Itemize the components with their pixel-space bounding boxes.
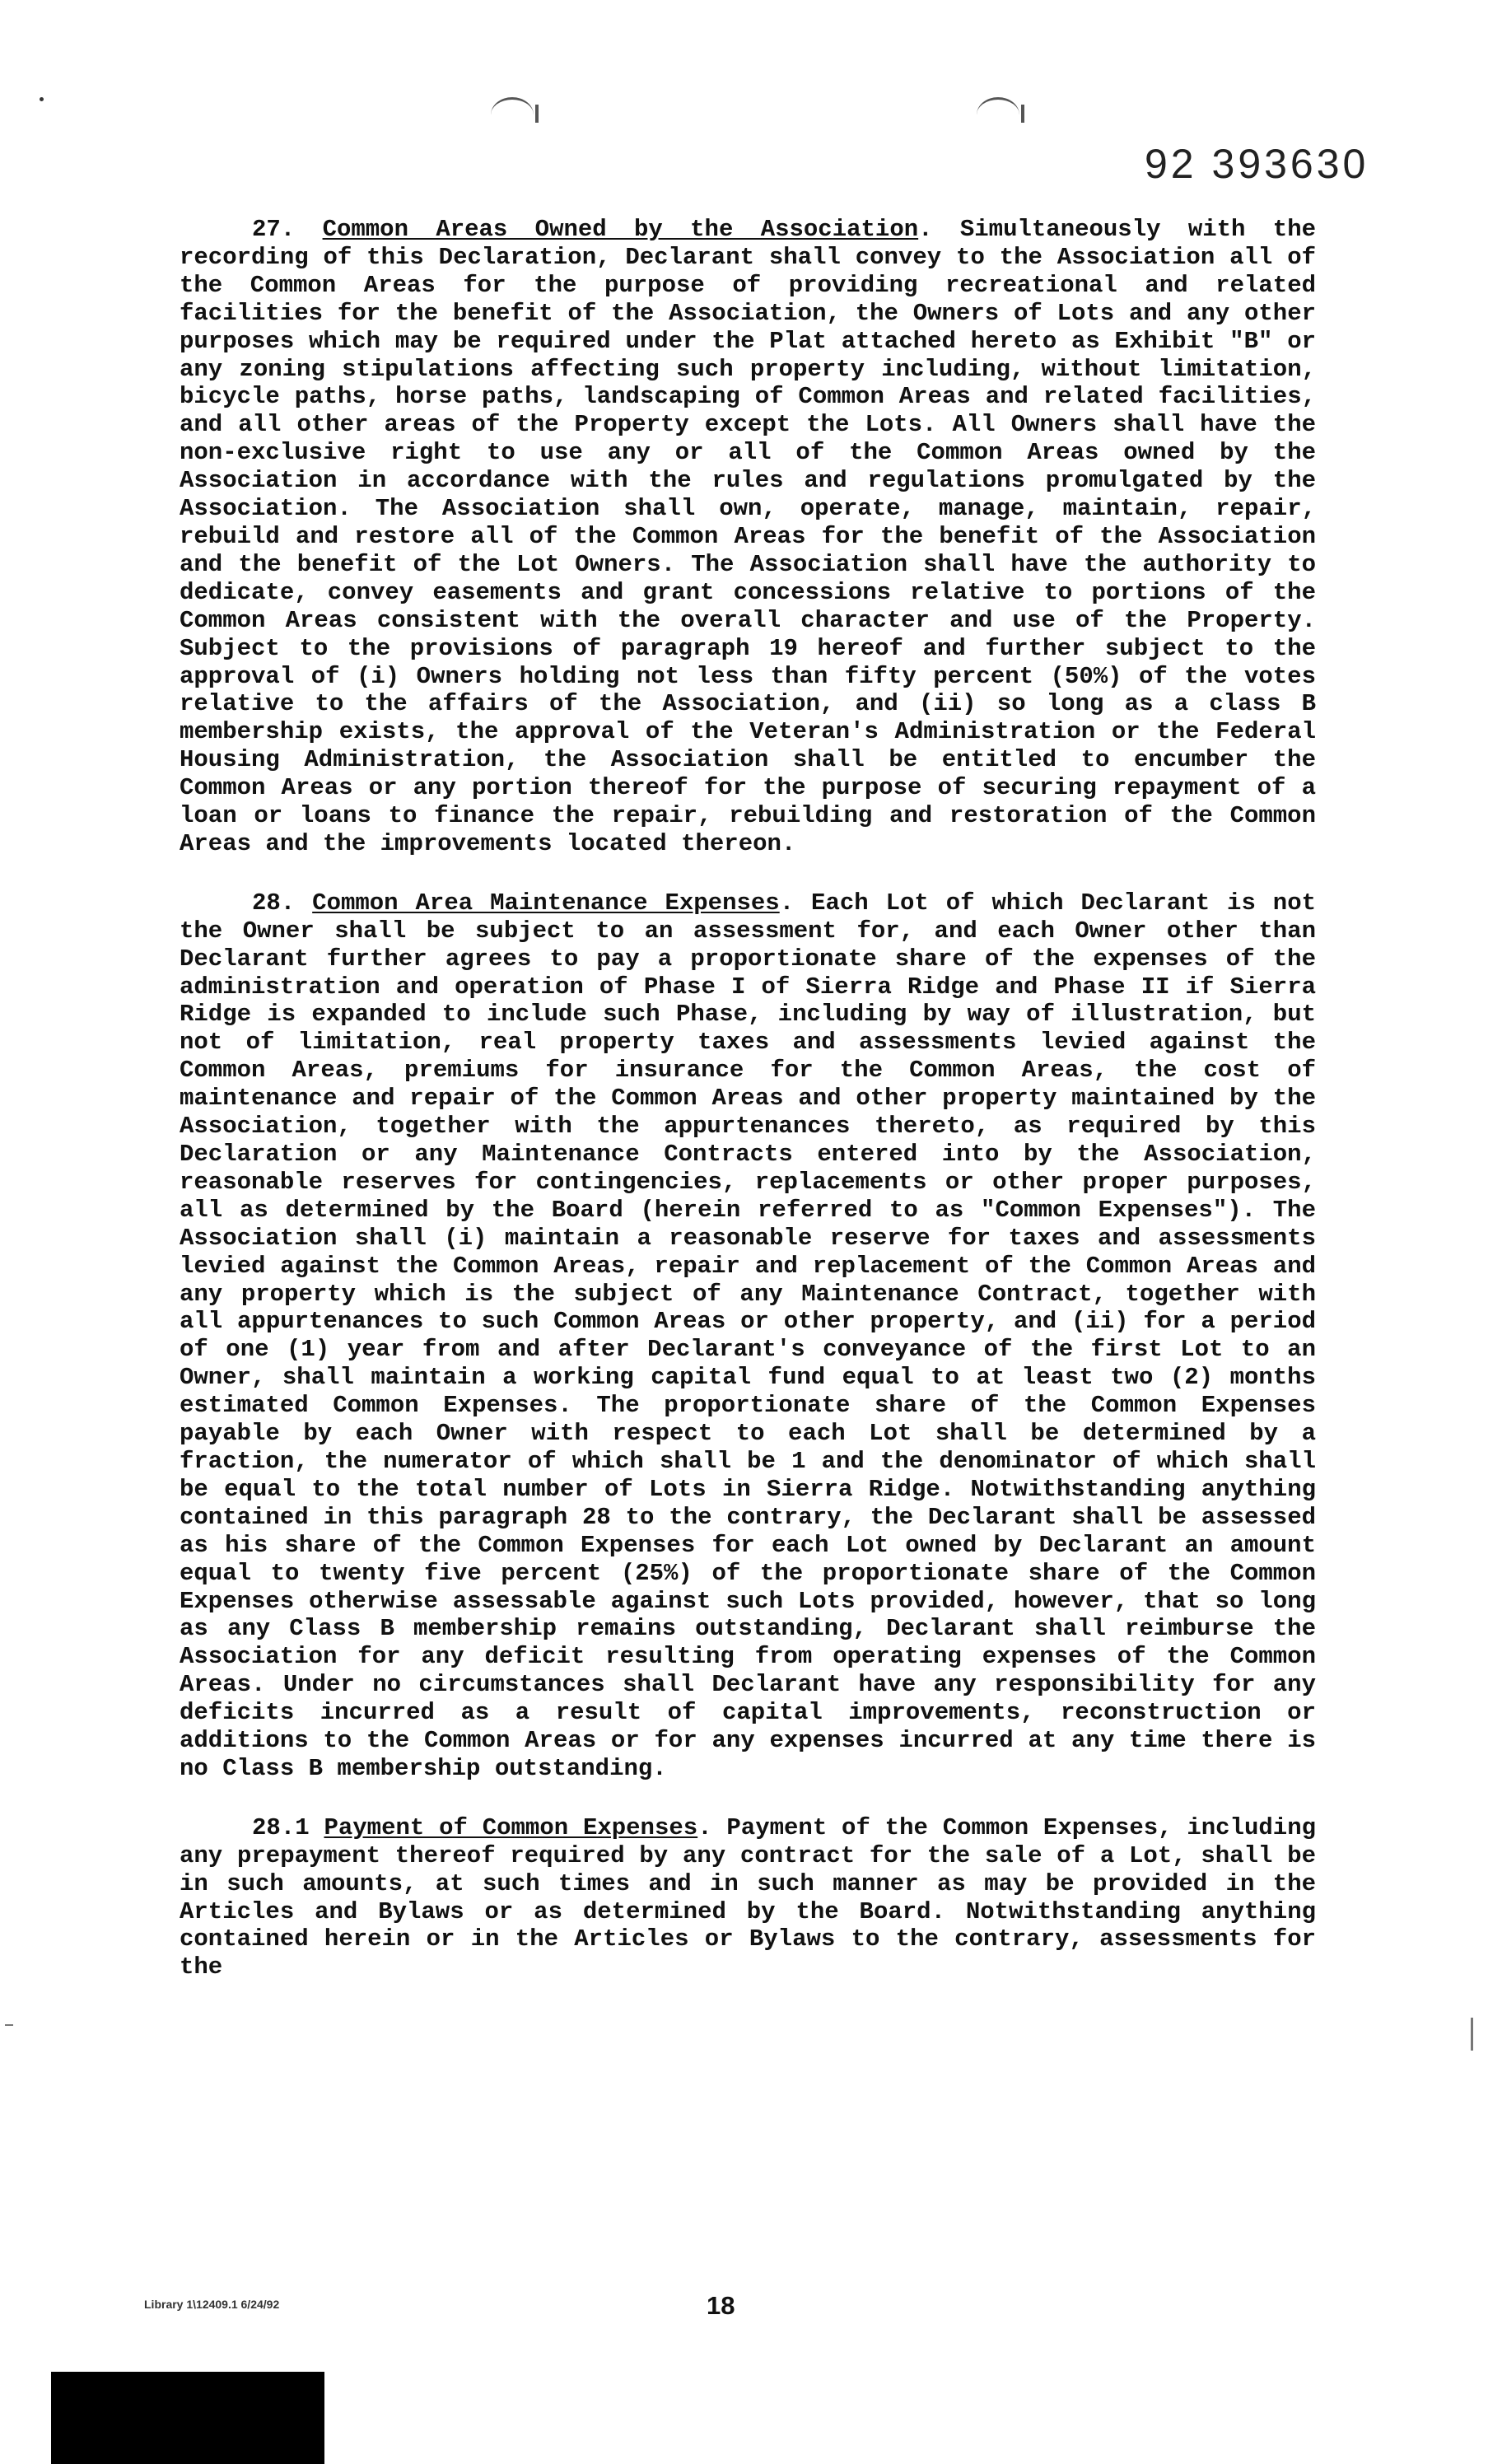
- document-body: [180, 216, 1316, 2013]
- paragraph-27: [180, 216, 1316, 858]
- scan-edge-mark: [1471, 2018, 1473, 2051]
- paragraph-heading: Common Areas Owned by the Association: [322, 216, 919, 243]
- paragraph-text: . Simultaneously with the recording of this Declaration, Declarant shall convey to the Association all of the Common Areas for the purpose of providing recreational and related facilities for the benefit of the Association, the Owners of Lots and any other purposes which may be required under the Plat attached hereto as Exhibit "B" or any zoning stipulations affecting such property including, without limitation, bicycle paths, horse paths, landscaping of Common Areas and related facilities, and all other areas of the Property except the Lots. All Owners shall have the non-exclusive right to use any or all of the Common Areas owned by the Association in accordance with the rules and regulations promulgated by the Association. The Association shall own, operate, manage, maintain, repair, rebuild and restore all of the Common Areas for the benefit of the Association and the benefit of the Lot Owners. The Association shall have the authority to dedicate, convey easements and grant concessions relative to portions of the Common Areas consistent with the overall character and use of the Property. Subject to the provisions of paragraph 19 hereof and further subject to the approval of (i) Owners holding not less than fifty percent (50%) of the votes relative to the affairs of the Association, and (ii) so long as a class B membership exists, the approval of the Veteran's Administration or the Federal Housing Administration, the Association shall be entitled to encumber the Common Areas or any portion thereof for the purpose of securing repayment of a loan or loans to finance the repair, rebuilding and restoration of the Common Areas and the improvements located thereon.: [180, 216, 1317, 857]
- paragraph-heading: Common Area Maintenance Expenses: [312, 889, 780, 917]
- paragraph-28: [180, 889, 1316, 1783]
- paragraph-28-1: [180, 1814, 1316, 1981]
- paragraph-heading: Payment of Common Expenses: [324, 1813, 698, 1841]
- paragraph-number: 28.1: [252, 1813, 310, 1841]
- scan-edge-mark: [5, 2024, 13, 2026]
- redaction-block: [51, 2372, 324, 2464]
- paragraph-number: 28.: [252, 889, 296, 917]
- paragraph-text: . Each Lot of which Declarant is not the Owner shall be subject to an assessment for, and each Owner other than Declarant further agrees to pay a proportionate share of the expenses of the administration and operation of Phase I of Sierra Ridge and Phase II if Sierra Ridge is expanded to include such Phase, including by way of illustration, but not of limitation, real property taxes and assessments levied against the Common Areas, premiums for insurance for the Common Areas, the cost of maintenance and repair of the Common Areas and other property maintained by the Association, together with the appurtenances thereto, as required by this Declaration or any Maintenance Contracts entered into by the Association, reasonable reserves for contingencies, replacements or other proper purposes, all as determined by the Board (herein referred to as "Common Expenses"). The Association shall (i) maintain a reasonable reserve for taxes and assessments levied against the Common Areas, repair and replacement of the Common Areas and any property which is the subject of any Maintenance Contract, together with all appurtenances to such Common Areas or other property, and (ii) for a period of one (1) year from and after Declarant's conveyance of the first Lot to an Owner, shall maintain a working capital fund equal to at least two (2) months estimated Common Expenses. The proportionate share of the Common Expenses payable by each Owner with respect to each Lot shall be determined by a fraction, the numerator of which shall be 1 and the denominator of which shall be equal to the total number of Lots in Sierra Ridge. Notwithstanding anything contained in this paragraph 28 to the contrary, the Declarant shall be assessed as his share of the Common Expenses for each Lot owned by Declarant an amount equal to twenty five percent (25%) of the proportionate share of the Common Expenses otherwise assessable against such Lots provided, however, that so long as any Class B membership remains outstanding, Declarant shall reimburse the Association for any deficit resulting from operating expenses of the Common Areas. Under no circumstances shall Declarant have any responsibility for any deficits incurred as a result of capital improvements, reconstruction or additions to the Common Areas or for any expenses incurred at any time there is no Class B membership outstanding.: [180, 889, 1317, 1782]
- punch-hole-mark-left: [491, 97, 534, 133]
- page-number: 18: [707, 2291, 735, 2320]
- paragraph-number: 27.: [252, 216, 296, 243]
- paragraph-text: . Payment of the Common Expenses, including any prepayment thereof required by any contract for the sale of a Lot, shall be in such amounts, at such times and in such manner as may be provided in the Articles and Bylaws or as determined by the Board. Notwithstanding anything contained herein or in the Articles or Bylaws to the contrary, assessments for the: [180, 1813, 1317, 1981]
- recording-number: 92 393630: [1145, 141, 1369, 187]
- library-reference: Library 1\12409.1 6/24/92: [144, 2298, 280, 2311]
- punch-hole-mark-right: [977, 97, 1019, 133]
- scan-speck: [40, 97, 44, 101]
